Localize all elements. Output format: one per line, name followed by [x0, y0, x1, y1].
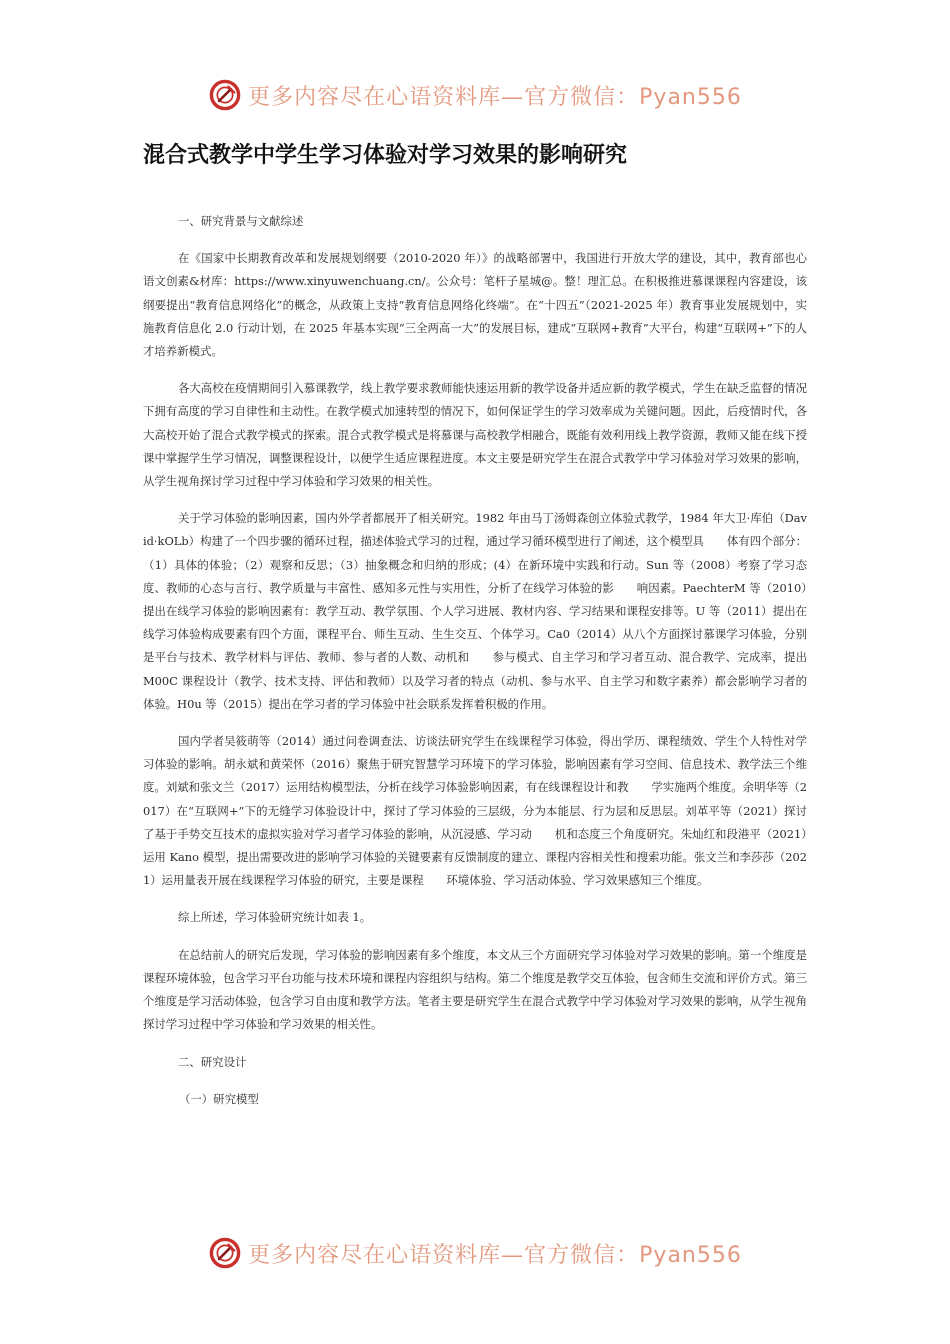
subsection-heading-1: （一）研究模型 [179, 1091, 259, 1106]
banner-handle: Pyan556 [639, 84, 742, 110]
paragraph-2: 各大高校在疫情期间引入慕课教学，线上教学要求教师能快速运用新的教学设备并适应新的教学模式，学生在缺乏监督的情况下拥有高度的学习自律性和主动性。在教学模式加速转型的情况下，如何保证学生的学习效率成为关键问题。因此，后疫情时代，各大高校开始了混合式教学模式的探索。混合式教学模式是将慕课与高校教学相融合，既能有效利用线上教学资源，教师又能在线下授课中掌握学生学习情况，调整课程设计，以便学生适应课程进度。本文主要是研究学生在混合式教学中学习体验对学习效果的影响，从学生视角探讨学习过程中学习体验和学习效果的相关性。 [143, 381, 807, 489]
section-heading-2: 二、研究设计 [178, 1054, 247, 1069]
section-heading-1: 一、研究背景与文献综述 [178, 214, 304, 228]
banner-text: 更多内容尽在心语资料库—官方微信：Pyan556 [248, 1242, 742, 1268]
paragraph-5: 综上所述，学习体验研究统计如表 1。 [178, 910, 372, 925]
paragraph-6: 在总结前人的研究后发现，学习体验的影响因素有多个维度，本文从三个方面研究学习体验对学习效果的影响。第一个维度是课程环境体验，包含学习平台功能与技术环境和课程内容组织与结构。第二个维度是教学交互体验，包含师生交流和评价方式。第三个维度是学习活动体验，包含学习自由度和教学方法。笔者主要是研究学生在混合式教学中学习体验对学习效果的影响，从学生视角探讨学习过程中学习体验和学习效果的相关性。 [143, 947, 807, 1032]
footer-banner [0, 1228, 950, 1278]
document-body [143, 210, 807, 1125]
red-stamp-logo-icon [208, 1236, 242, 1270]
paragraph-4: 国内学者吴筱萌等（2014）通过问卷调查法、访谈法研究学生在线课程学习体验，得出学历、课程绩效、学生个人特性对学习体验的影响。胡永斌和黄荣怀（2016）聚焦于研究智慧学习环境下的学习体验，影响因素有学习空间、信息技术、教学法三个维度。刘斌和张文兰（2017）运用结构模型法，分析在线学习体验影响因素，有在线课程设计和教 学实施两个维度。余明华等（2017）在“互联网+”下的无缝学习体验设计中，探讨了学习体验的三层级，分为本能层、行为层和反思层。刘革平等（2021）探讨了基于手势交互技术的虚拟实验对学习者学习体验的影响，从沉浸感、学习动 机和态度三个角度研究。朱灿红和段港平（2021）运用 Kano 模型，提出需要改进的影响学习体验的关键要素有反馈制度的建立、课程内容相关性和搜索功能。张文兰和李莎莎（2021）运用量表开展在线课程学习体验的研究，主要是课程 环境体验、学习活动体验、学习效果感知三个维度。 [143, 734, 807, 888]
red-stamp-logo-icon [208, 78, 242, 112]
paragraph-3: 关于学习体验的影响因素，国内外学者都展开了相关研究。1982 年由马丁汤姆森创立体验式教学，1984 年大卫·库伯（David·kOLb）构建了一个四步骤的循环过程，描述体验式学习的过程，通过学习循环模型进行了阐述，这个模型具 体有四个部分：（1）具体的体验；（2）观察和反思；（3）抽象概念和归纳的形成；(4）在新环境中实践和行动。Sun 等（2008）考察了学习态度、教师的心态与言行、教学质量与丰富性、感知多元性与实用性，分析了在线学习体验的影 响因素。PaechterM 等（2010）提出在线学习体验的影响因素有：教学互动、教学氛围、个人学习进展、教材内容、学习结果和课程安排等。U 等（2011）提出在线学习体验构成要素有四个方面，课程平台、师生互动、生生交互、个体学习。Ca0（2014）从八个方面探讨慕课学习体验，分别是平台与技术、教学材料与评估、教师、参与者的人数、动机和 参与模式、自主学习和学习者互动、混合教学、完成率，提出 M00C 课程设计（教学、技术支持、评估和教师）以及学习者的特点（动机、参与水平、自主学习和数字素养）都会影响学习者的体验。H0u 等（2015）提出在学习者的学习体验中社会联系发挥着积极的作用。 [143, 511, 807, 711]
paragraph-1: 在《国家中长期教育改革和发展规划纲要（2010-2020 年）》的战略部署中，我国进行开放大学的建设，其中，教育部也心语文创素&材库：https://www.xinyuwenchuang.cn/。公众号：笔杆子星城@。整！理汇总。在积极推进慕课课程内容建设，该纲要提出“教育信息网络化”的概念，从政策上支持“教育信息网络化终端”。在“十四五”（2021-2025 年）教育事业发展规划中，实施教育信息化 2.0 行动计划，在 2025 年基本实现“三全两高一大”的发展目标，建成“互联网+教育”大平台，构建“互联网+”下的人才培养新模式。 [143, 251, 807, 359]
banner-text: 更多内容尽在心语资料库—官方微信：Pyan556 [248, 84, 742, 110]
banner-handle: Pyan556 [639, 1242, 742, 1268]
header-banner [0, 70, 950, 120]
document-title: 混合式教学中学生学习体验对学习效果的影响研究 [143, 143, 628, 168]
